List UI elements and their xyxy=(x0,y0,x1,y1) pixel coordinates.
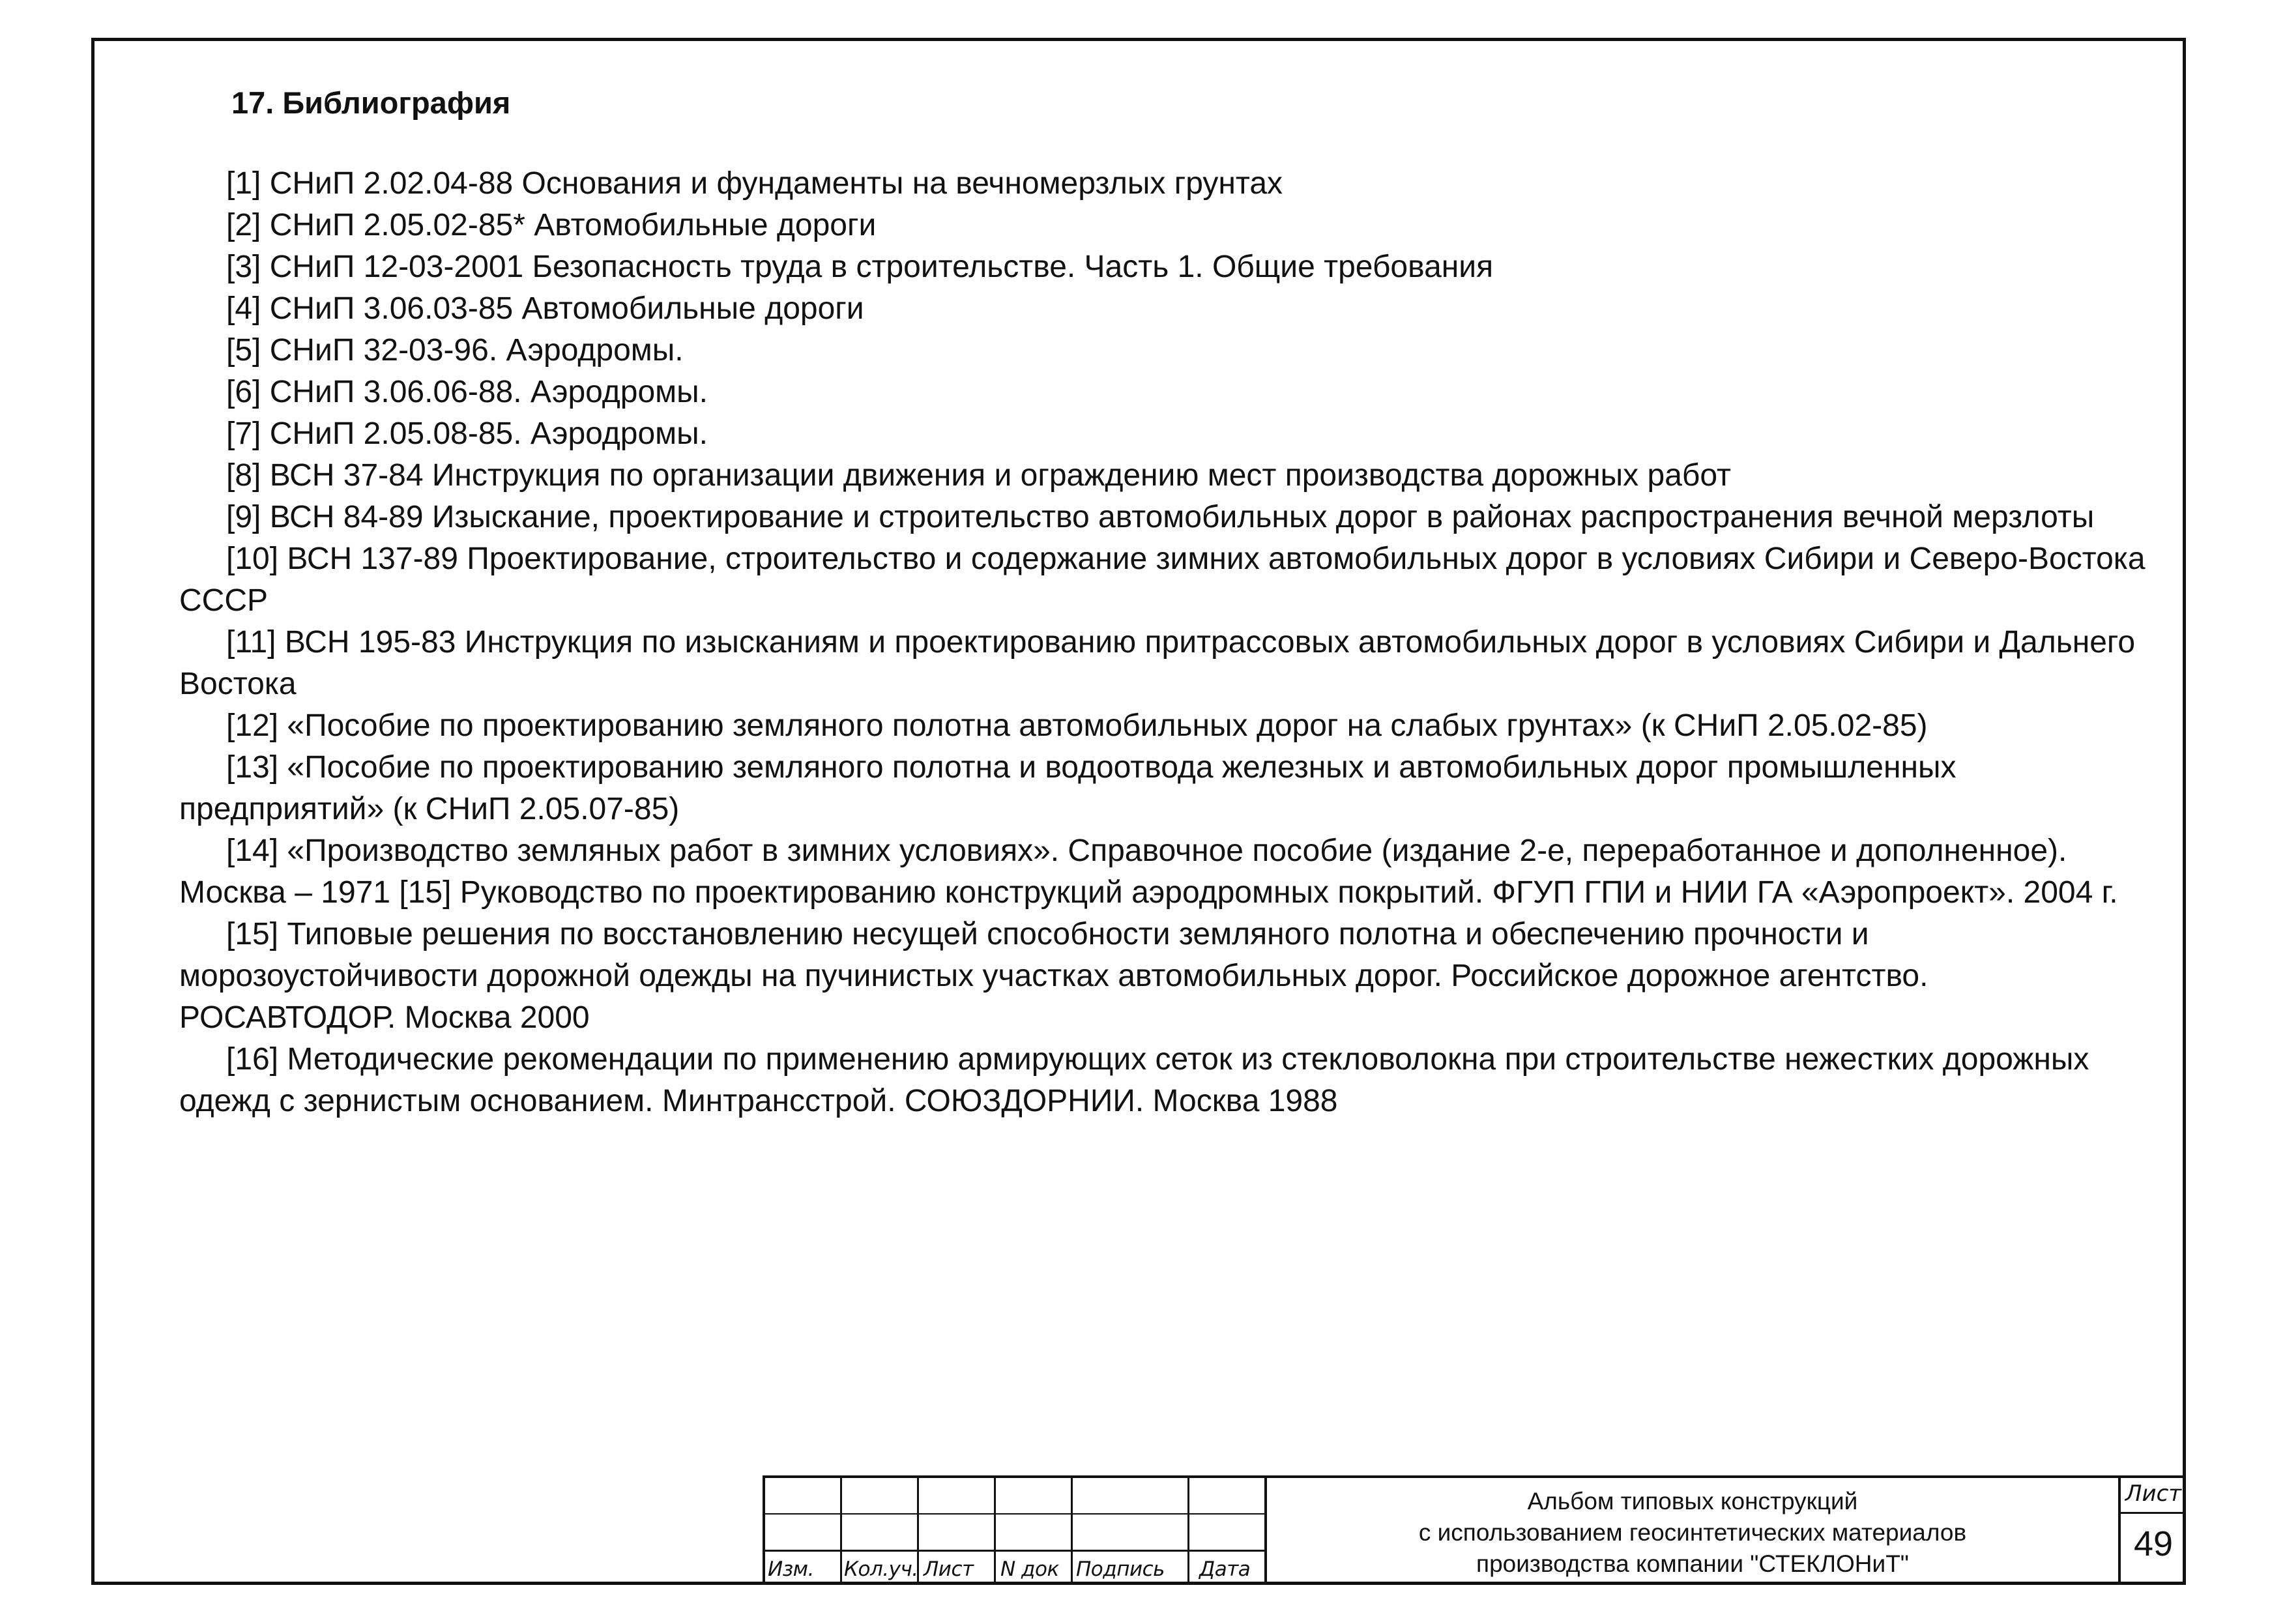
bibliography-item: [15] Типовые решения по восстановлению несущей способности земляного полотна и обеспечению прочности и морозоустойчивости дорожной одежды на пучинистых участках автомобильных дорог. Российское дорожное агентство. РОСАВТОДОР. Москва 2000 xyxy=(179,917,1928,1035)
label-data: Дата xyxy=(1199,1558,1251,1581)
bibliography-item: [10] ВСН 137-89 Проектирование, строительство и содержание зимних автомобильных дорог в условиях Сибири и Северо-Востока СССР xyxy=(179,542,2146,618)
label-list: Лист xyxy=(924,1558,974,1581)
grid-divider xyxy=(1071,1478,1073,1585)
bibliography-item: [16] Методические рекомендации по применению армирующих сеток из стекловолокна при строительстве нежестких дорожных одежд с зернистым основанием. Минтрансстрой. СОЮЗДОРНИИ. Москва 1988 xyxy=(179,1042,2089,1118)
bibliography-item: [4] СНиП 3.06.03-85 Автомобильные дороги xyxy=(226,291,864,326)
sheet-number-box xyxy=(2118,1475,2186,1585)
bibliography-item: [14] «Производство земляных работ в зимних условиях». Справочное пособие (издание 2-е, переработанное и дополненное). Москва – 1971 [15] Руководство по проектированию конструкций аэродромных покрытий. ФГУП ГПИ и НИИ ГА «Аэропроект». 2004 г. xyxy=(179,834,2118,910)
bibliography-item: [2] СНиП 2.05.02-85* Автомобильные дороги xyxy=(226,208,877,242)
grid-divider xyxy=(765,1513,1264,1515)
bibliography-item: [6] СНиП 3.06.06-88. Аэродромы. xyxy=(226,375,708,409)
label-podpis: Подпись xyxy=(1076,1558,1165,1581)
section-heading: 17. Библиография xyxy=(231,85,511,120)
bibliography-item: [1] СНиП 2.02.04-88 Основания и фундаменты на вечномерзлых грунтах xyxy=(226,166,1283,201)
sheet-number: 49 xyxy=(2133,1524,2174,1563)
bibliography-item: [9] ВСН 84-89 Изыскание, проектирование и строительство автомобильных дорог в районах распространения вечной мерзлоты xyxy=(226,500,2095,534)
bibliography-item: [8] ВСН 37-84 Инструкция по организации движения и ограждению мест производства дорожных работ xyxy=(226,458,1732,493)
grid-divider xyxy=(1187,1478,1189,1585)
album-title xyxy=(1264,1475,2118,1585)
grid-divider xyxy=(2121,1512,2186,1514)
bibliography-list xyxy=(179,163,2147,1122)
bibliography-item: [12] «Пособие по проектированию земляного полотна автомобильных дорог на слабых грунтах» (к СНиП 2.05.02-85) xyxy=(226,708,1928,743)
album-title-line1: Альбом типовых конструкций xyxy=(1527,1488,1858,1515)
bibliography-item: [5] СНиП 32-03-96. Аэродромы. xyxy=(226,333,684,368)
grid-divider xyxy=(840,1478,842,1585)
label-n-dok: N док xyxy=(1000,1558,1059,1581)
album-title-line3: производства компании "СТЕКЛОНиТ" xyxy=(1476,1550,1909,1577)
label-kol-uch: Кол.уч. xyxy=(844,1558,918,1581)
sheet-label: Лист xyxy=(2125,1481,2182,1507)
grid-divider xyxy=(994,1478,996,1585)
title-block-revision-grid xyxy=(763,1475,1264,1585)
grid-divider xyxy=(765,1550,1264,1552)
album-title-line2: с использованием геосинтетических материалов xyxy=(1418,1519,1967,1546)
bibliography-item: [13] «Пособие по проектированию земляного полотна и водоотвода железных и автомобильных дорог промышленных предприятий» (к СНиП 2.05.07-85) xyxy=(179,750,1957,826)
bibliography-item: [7] СНиП 2.05.08-85. Аэродромы. xyxy=(226,416,708,451)
bibliography-item: [11] ВСН 195-83 Инструкция по изысканиям и проектированию притрассовых автомобильных дорог в условиях Сибири и Дальнего Востока xyxy=(179,625,2136,701)
bibliography-item: [3] СНиП 12-03-2001 Безопасность труда в строительстве. Часть 1. Общие требования xyxy=(226,250,1494,284)
label-izm: Изм. xyxy=(768,1558,814,1581)
